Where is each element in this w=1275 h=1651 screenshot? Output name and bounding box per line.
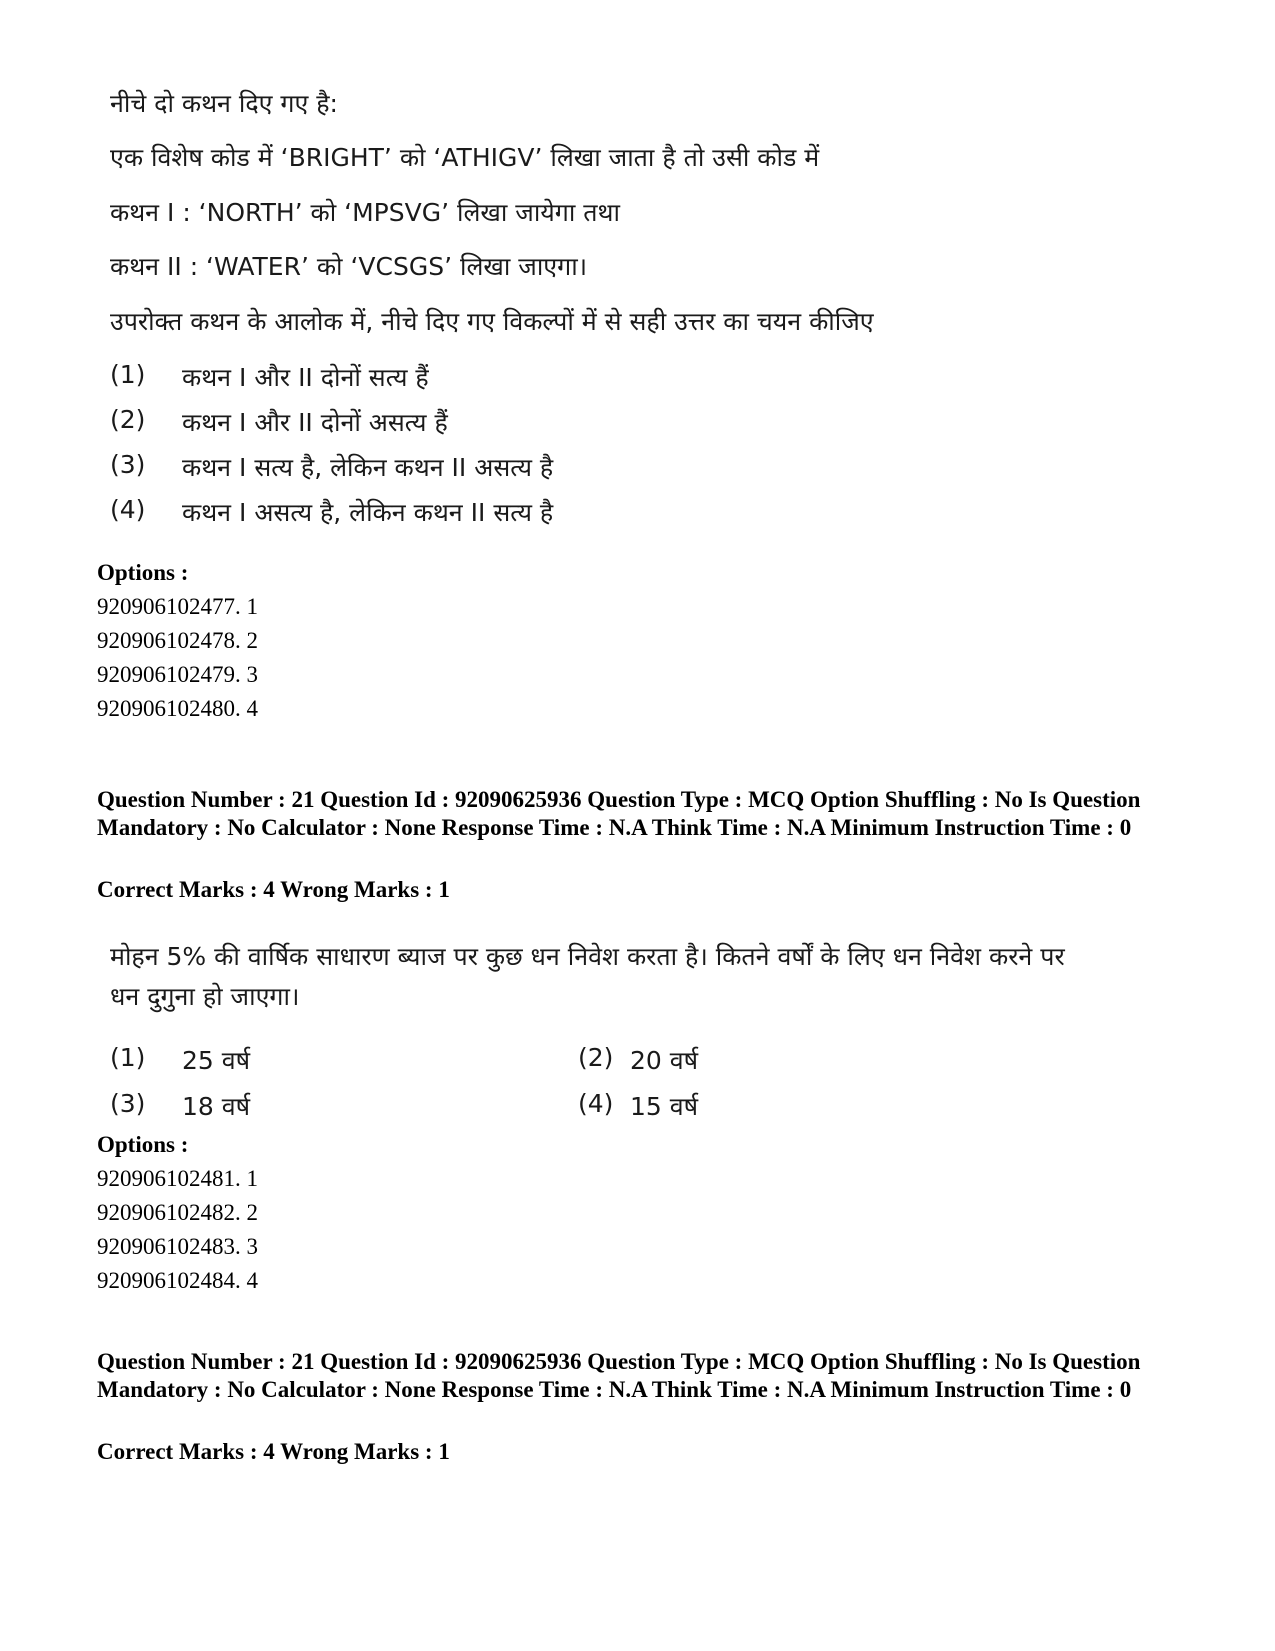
option-item: 920906102483. 3 [97, 1234, 258, 1259]
question-line: एक विशेष कोड में ‘BRIGHT’ को ‘ATHIGV’ लिखा जाता है तो उसी कोड में [110, 143, 820, 172]
question-line: नीचे दो कथन दिए गए है: [110, 89, 338, 118]
options-label: Options : [97, 1132, 189, 1157]
question-line: धन दुगुना हो जाएगा। [110, 982, 300, 1011]
option-item: 920906102482. 2 [97, 1200, 258, 1225]
question-20-body [110, 80, 1010, 540]
choice-row [110, 1089, 910, 1123]
choice-row [110, 495, 910, 529]
options-label: Options : [97, 560, 189, 585]
choice-number: (2) [578, 1043, 614, 1072]
choice-row [110, 1043, 910, 1077]
choice-text: 20 वर्ष [630, 1046, 699, 1075]
option-item: 920906102477. 1 [97, 594, 258, 619]
question-line: उपरोक्त कथन के आलोक में, नीचे दिए गए विकल्पों में से सही उत्तर का चयन कीजिए [110, 307, 874, 336]
question-22-header: Question Number : 21 Question Id : 92090625936 Question Type : MCQ Option Shuffling : No Is Question Mandatory : No Calculator : None Response Time : N.A Think Time : N.A Minimum Instruction Time : 0 [97, 1349, 1141, 1402]
question-21-body [110, 935, 1110, 1125]
question-21-header: Question Number : 21 Question Id : 92090625936 Question Type : MCQ Option Shuffling : No Is Question Mandatory : No Calculator : None Response Time : N.A Think Time : N.A Minimum Instruction Time : 0 [97, 787, 1141, 840]
options-section [97, 1128, 258, 1298]
choice-text: कथन I और II दोनों सत्य हैं [182, 363, 429, 392]
choice-text: कथन I सत्य है, लेकिन कथन II असत्य है [182, 453, 554, 482]
choice-number: (2) [110, 405, 146, 434]
choice-text: 15 वर्ष [630, 1092, 699, 1121]
options-section [97, 556, 258, 726]
option-item: 920906102480. 4 [97, 696, 258, 721]
choice-number: (4) [578, 1089, 614, 1118]
choice-number: (3) [110, 450, 146, 479]
choice-number: (1) [110, 360, 146, 389]
choice-number: (4) [110, 495, 146, 524]
choice-text: कथन I असत्य है, लेकिन कथन II सत्य है [182, 498, 554, 527]
option-item: 920906102484. 4 [97, 1268, 258, 1293]
options-list [97, 590, 258, 726]
choice-row [110, 405, 910, 439]
options-list [97, 1162, 258, 1298]
choice-row [110, 450, 910, 484]
question-21-marks: Correct Marks : 4 Wrong Marks : 1 [97, 877, 450, 902]
choice-row [110, 360, 910, 394]
choice-number: (1) [110, 1043, 146, 1072]
question-line: कथन I : ‘NORTH’ को ‘MPSVG’ लिखा जायेगा तथा [110, 198, 620, 227]
choice-text: कथन I और II दोनों असत्य हैं [182, 408, 448, 437]
option-item: 920906102481. 1 [97, 1166, 258, 1191]
choice-number: (3) [110, 1089, 146, 1118]
choice-text: 18 वर्ष [182, 1092, 251, 1121]
question-line: मोहन 5% की वार्षिक साधारण ब्याज पर कुछ धन निवेश करता है। कितने वर्षों के लिए धन निवेश करने पर [110, 942, 1065, 971]
question-line: कथन II : ‘WATER’ को ‘VCSGS’ लिखा जाएगा। [110, 252, 588, 281]
question-22-marks: Correct Marks : 4 Wrong Marks : 1 [97, 1439, 450, 1464]
choice-text: 25 वर्ष [182, 1046, 251, 1075]
option-item: 920906102479. 3 [97, 662, 258, 687]
option-item: 920906102478. 2 [97, 628, 258, 653]
